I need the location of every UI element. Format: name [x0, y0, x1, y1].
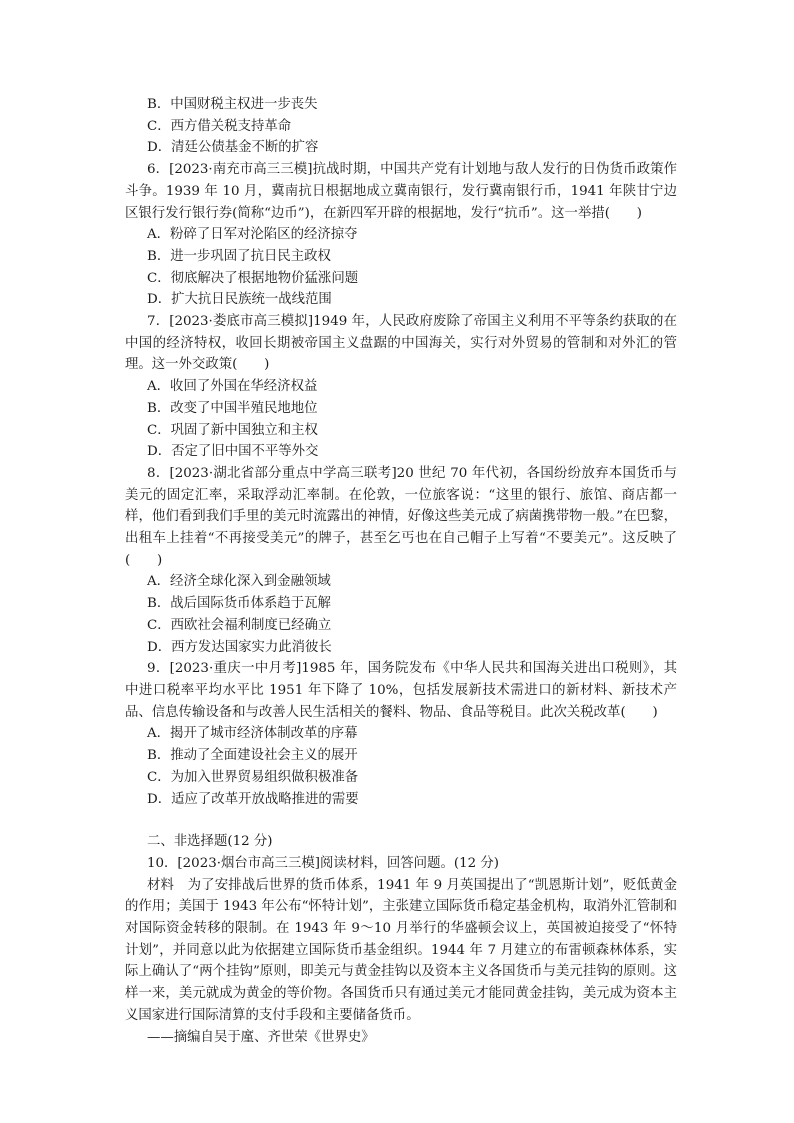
q6-option-b[interactable]: B．进一步巩固了抗日民主政权: [147, 248, 331, 264]
q8-option-c[interactable]: C．西欧社会福利制度已经确立: [147, 617, 332, 633]
q8-option-a[interactable]: A．经济全球化深入到金融领域: [147, 574, 331, 590]
section-heading: 二、非选择题(12 分): [147, 834, 273, 850]
q8-option-b[interactable]: B．战后国际货币体系趋于瓦解: [147, 596, 331, 612]
q6-option-a[interactable]: A．粉碎了日军对沦陷区的经济掠夺: [147, 227, 358, 243]
q7-option-c[interactable]: C．巩固了新中国独立和主权: [147, 422, 318, 438]
question-5-options: [125, 94, 677, 159]
q7-option-d[interactable]: D．否定了旧中国不平等外交: [147, 444, 319, 460]
question-9: [125, 658, 677, 810]
q10-stem: 10．[2023·烟台市高三三模]阅读材料，回答问题。(12 分): [147, 855, 499, 871]
q10-source: ——摘编自吴于廑、齐世荣《世界史》: [147, 1029, 375, 1045]
q9-option-c[interactable]: C．为加入世界贸易组织做积极准备: [147, 769, 359, 785]
q8-stem: 8．[2023·湖北省部分重点中学高三联考]20 世纪 70 年代初，各国纷纷放弃本国货币与美元的固定汇率，采取浮动汇率制。在伦敦，一位旅客说：“这里的银行、旅馆、商店都一样，他们看到我们手里的美元时流露出的神情，好像这些美元成了病菌携带物一般。”在巴黎，出租车上挂着“不再接受美元”的牌子，甚至乞丐也在自己帽子上写着“不要美元”。这反映了( ): [125, 465, 677, 568]
q10-material: 材料 为了安排战后世界的货币体系，1941 年 9 月英国提出了“凯恩斯计划”，贬低黄金的作用；美国于 1943 年公布“怀特计划”，主张建立国际货币稳定基金机构，取消外汇管制和对国际资金转移的限制。在 1943 年 9～10 月举行的华盛顿会议上，英国被迫接受了“怀特计划”，并同意以此为依据建立国际货币基金组织。1944 年 7 月建立的布雷顿森林体系，实际上确认了“两个挂钩”原则，即美元与黄金挂钩以及资本主义各国货币与美元挂钩的原则。这样一来，美元就成为黄金的等价物。各国货币只有通过美元才能同黄金挂钩，美元成为资本主义国家进行国际清算的支付手段和主要储备货币。: [125, 877, 677, 1023]
q7-option-a[interactable]: A．收回了外国在华经济权益: [147, 379, 318, 395]
q6-stem: 6．[2023·南充市高三三模]抗战时期，中国共产党有计划地与敌人发行的日伪货币政策作斗争。1939 年 10 月，冀南抗日根据地成立冀南银行，发行冀南银行币，1941 年陕甘宁边区银行发行银行券(简称“边币”)，在新四军开辟的根据地，发行“抗币”。这一举措( ): [125, 162, 677, 221]
q9-option-d[interactable]: D．适应了改革开放战略推进的需要: [147, 791, 359, 807]
page-content: [125, 94, 677, 1048]
q9-option-b[interactable]: B．推动了全面建设社会主义的展开: [147, 748, 358, 764]
question-8: [125, 463, 677, 658]
q5-option-b[interactable]: B．中国财税主权进一步丧失: [147, 97, 318, 112]
q7-option-b[interactable]: B．改变了中国半殖民地地位: [147, 400, 318, 416]
q6-option-d[interactable]: D．扩大抗日民族统一战线范围: [147, 292, 332, 308]
question-10: [125, 853, 677, 1048]
q7-stem: 7．[2023·娄底市高三模拟]1949 年，人民政府废除了帝国主义利用不平等条约获取的在中国的经济特权，收回长期被帝国主义盘踞的中国海关，实行对外贸易的管制和对外汇的管理。这一外交政策( ): [125, 314, 677, 373]
question-6: [125, 159, 677, 311]
q8-option-d[interactable]: D．西方发达国家实力此消彼长: [147, 639, 332, 655]
question-7: [125, 311, 677, 463]
q9-stem: 9．[2023·重庆一中月考]1985 年，国务院发布《中华人民共和国海关进出口税则》，其中进口税率平均水平比 1951 年下降了 10%，包括发展新技术需进口的新材料、新技术产品、信息传输设备和与改善人民生活相关的餐料、物品、食品等税目。此次关税改革( ): [125, 661, 677, 720]
q5-option-d[interactable]: D．清廷公债基金不断的扩容: [147, 140, 319, 156]
q9-option-a[interactable]: A．揭开了城市经济体制改革的序幕: [147, 726, 358, 742]
q6-option-c[interactable]: C．彻底解决了根据地物价猛涨问题: [147, 270, 359, 286]
q5-option-c[interactable]: C．西方借关税支持革命: [147, 118, 292, 134]
